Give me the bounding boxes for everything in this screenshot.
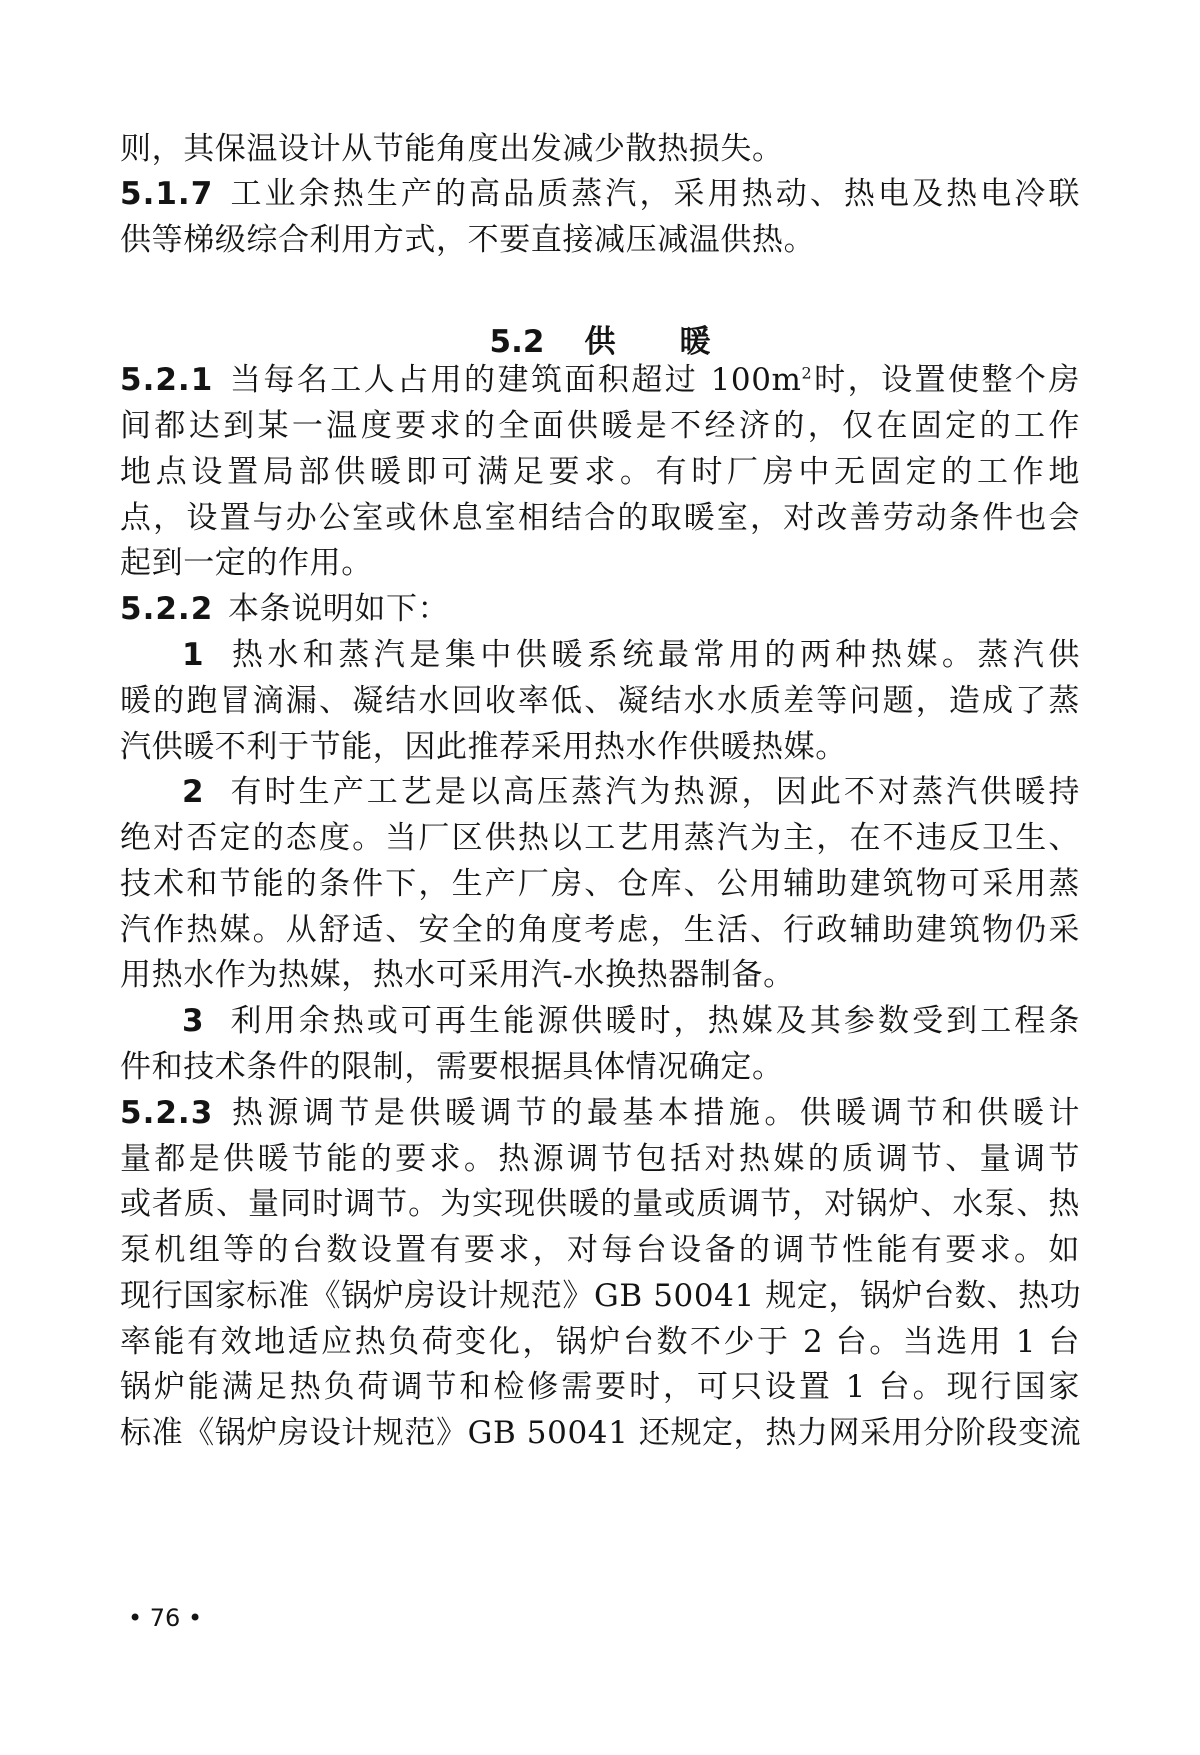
text-line: 锅炉能满足热负荷调节和检修需要时，可只设置 1 台。现行国家: [120, 1369, 1080, 1405]
text-line: 现行国家标准《锅炉房设计规范》GB 50041 规定，锅炉台数、热功: [120, 1278, 1082, 1314]
text-line: 绝对否定的态度。当厂区供热以工艺用蒸汽为主，在不违反卫生、: [120, 820, 1080, 856]
clause-number: 5.2.2: [120, 591, 214, 627]
text-line: 技术和节能的条件下，生产厂房、仓库、公用辅助建筑物可采用蒸: [120, 866, 1080, 902]
text-line: 则，其保温设计从节能角度出发减少散热损失。: [120, 131, 784, 167]
clause-text: 热源调节是供暖调节的最基本措施。供暖调节和供暖计: [228, 1095, 1080, 1131]
text-line: 点，设置与办公室或休息室相结合的取暖室，对改善劳动条件也会: [120, 500, 1080, 536]
text-line: 起到一定的作用。: [120, 545, 373, 581]
section-title-char-1: 供: [584, 324, 616, 360]
text-line: 件和技术条件的限制，需要根据具体情况确定。: [120, 1049, 784, 1085]
superscript: 2: [801, 363, 813, 383]
clause-5-2-1-line: [120, 360, 1080, 400]
clause-text-cont: 时，设置使整个房: [812, 362, 1080, 398]
page-number: • 76 •: [128, 1604, 203, 1632]
item-number: 1: [182, 637, 205, 673]
clause-text: 本条说明如下：: [228, 591, 450, 627]
text-line: 供等梯级综合利用方式，不要直接减压减温供热。: [120, 222, 816, 258]
item-text: 利用余热或可再生能源供暖时，热媒及其参数受到工程条: [228, 1003, 1080, 1039]
text-line: 泵机组等的台数设置有要求，对每台设备的调节性能有要求。如: [120, 1232, 1080, 1268]
text-line: 间都达到某一温度要求的全面供暖是不经济的，仅在固定的工作: [120, 408, 1080, 444]
clause-5-2-2-line: [120, 589, 1080, 629]
clause-number: 5.1.7: [120, 176, 214, 212]
clause-5-2-3-line: [120, 1093, 1080, 1133]
clause-number: 5.2.1: [120, 362, 214, 398]
section-title: [0, 322, 1200, 362]
item-number: 2: [182, 774, 205, 810]
text-line: 暖的跑冒滴漏、凝结水回收率低、凝结水水质差等问题，造成了蒸: [120, 683, 1080, 719]
text-line: 标准《锅炉房设计规范》GB 50041 还规定，热力网采用分阶段变流: [120, 1415, 1082, 1451]
section-number: 5.2: [489, 324, 545, 360]
text-line: 率能有效地适应热负荷变化，锅炉台数不少于 2 台。当选用 1 台: [120, 1324, 1080, 1360]
text-line: 量都是供暖节能的要求。热源调节包括对热媒的质调节、量调节: [120, 1141, 1080, 1177]
text-line: 汽作热媒。从舒适、安全的角度考虑，生活、行政辅助建筑物仍采: [120, 912, 1080, 948]
item-text: 热水和蒸汽是集中供暖系统最常用的两种热媒。蒸汽供: [228, 637, 1080, 673]
item-2-line: [182, 772, 1080, 812]
clause-5-1-7-line: [120, 174, 1080, 214]
section-title-char-2: 暖: [679, 324, 711, 360]
item-3-line: [182, 1001, 1080, 1041]
clause-number: 5.2.3: [120, 1095, 214, 1131]
text-line: 用热水作为热媒，热水可采用汽-水换热器制备。: [120, 957, 795, 993]
clause-text: 当每名工人占用的建筑面积超过 100m: [228, 362, 802, 398]
text-line: 地点设置局部供暖即可满足要求。有时厂房中无固定的工作地: [120, 454, 1080, 490]
text-line: 或者质、量同时调节。为实现供暖的量或质调节，对锅炉、水泵、热: [120, 1186, 1080, 1222]
item-number: 3: [182, 1003, 205, 1039]
text-line: 汽供暖不利于节能，因此推荐采用热水作供暖热媒。: [120, 729, 847, 765]
item-text: 有时生产工艺是以高压蒸汽为热源，因此不对蒸汽供暖持: [228, 774, 1080, 810]
item-1-line: [182, 635, 1080, 675]
clause-text: 工业余热生产的高品质蒸汽，采用热动、热电及热电冷联: [228, 176, 1080, 212]
